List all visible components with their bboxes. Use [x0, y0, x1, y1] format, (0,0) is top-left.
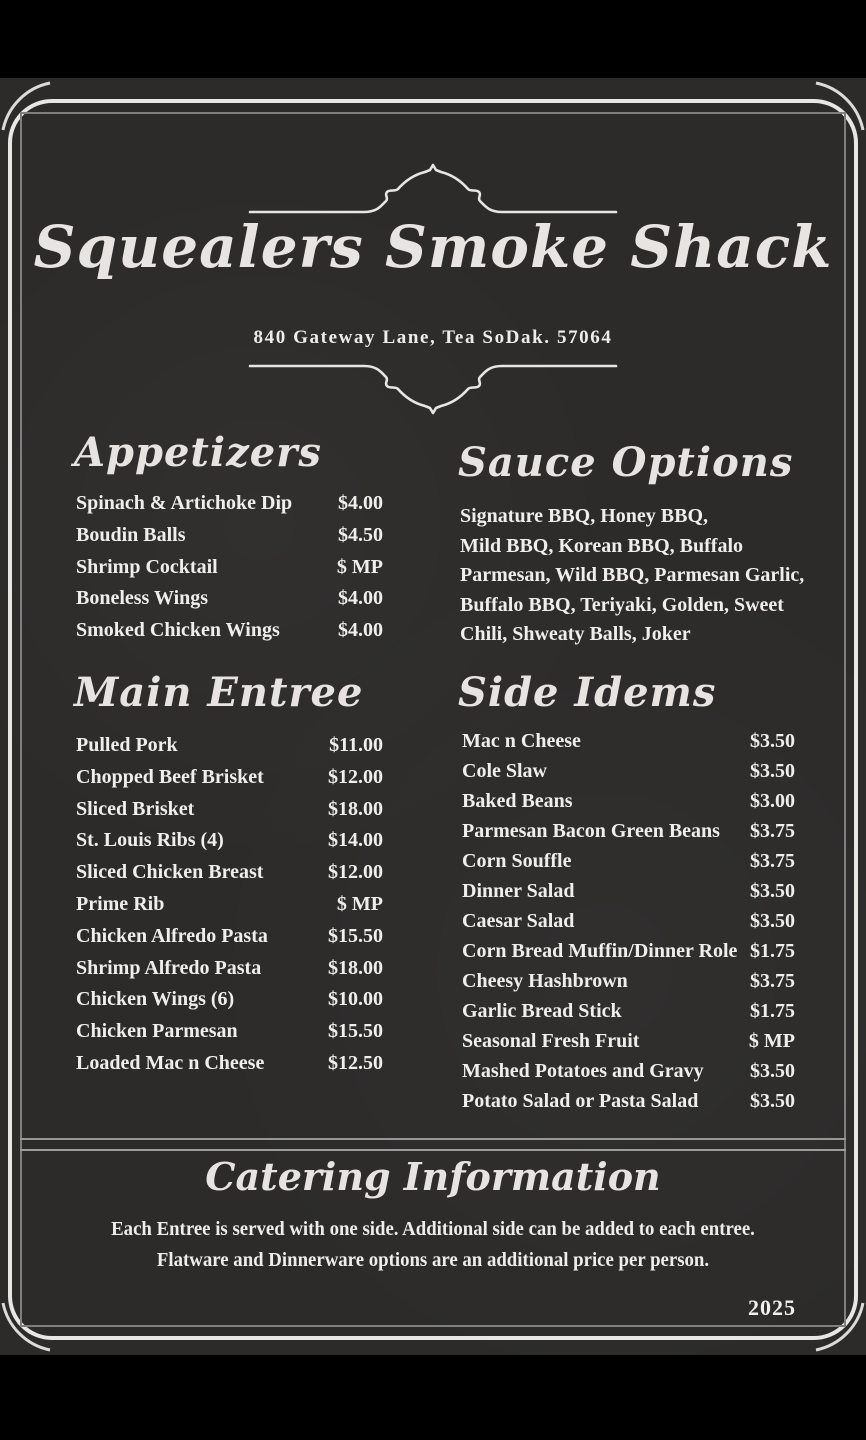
menu-item-row — [76, 798, 383, 830]
menu-item-price: $3.75 — [750, 820, 795, 842]
sauce-options-text — [460, 502, 820, 650]
menu-item-name: Caesar Salad — [462, 910, 575, 932]
menu-item-name: Cole Slaw — [462, 760, 547, 782]
sauce-options-line: Buffalo BBQ, Teriyaki, Golden, Sweet — [460, 593, 784, 616]
menu-item-price: $3.50 — [750, 1090, 795, 1112]
menu-item-row — [76, 556, 383, 588]
menu-item-row — [462, 1090, 795, 1120]
menu-item-name: Parmesan Bacon Green Beans — [462, 820, 720, 842]
side-items-list — [462, 730, 795, 1120]
menu-item-price: $3.50 — [750, 760, 795, 782]
main-entree-heading: Main Entree — [74, 669, 364, 716]
menu-item-name: Cheesy Hashbrown — [462, 970, 628, 992]
menu-item-name: Smoked Chicken Wings — [76, 619, 280, 642]
menu-item-name: Baked Beans — [462, 790, 573, 812]
menu-item-row — [76, 734, 383, 766]
menu-item-name: Boudin Balls — [76, 523, 186, 546]
menu-item-price: $18.00 — [328, 956, 383, 979]
main-entree-list — [76, 734, 383, 1084]
menu-item-name: Prime Rib — [76, 892, 165, 915]
sauce-options-line: Parmesan, Wild BBQ, Parmesan Garlic, — [460, 564, 805, 587]
menu-item-row — [462, 850, 795, 880]
menu-item-price: $3.50 — [750, 730, 795, 752]
menu-item-price: $14.00 — [328, 829, 383, 852]
menu-item-name: Sliced Brisket — [76, 797, 195, 820]
menu-item-name: Spinach & Artichoke Dip — [76, 492, 293, 514]
restaurant-address: 840 Gateway Lane, Tea SoDak. 57064 — [253, 327, 613, 348]
menu-item-name: Garlic Bread Stick — [462, 1000, 622, 1022]
catering-info-line: Each Entree is served with one side. Additional side can be added to each entree. — [111, 1218, 755, 1240]
menu-item-price: $18.00 — [328, 797, 383, 820]
menu-item-row — [462, 970, 795, 1000]
menu-item-name: Corn Souffle — [462, 850, 572, 872]
menu-item-row — [76, 524, 383, 556]
menu-item-price: $4.00 — [338, 587, 383, 610]
menu-item-row — [76, 957, 383, 989]
menu-item-row — [76, 1052, 383, 1084]
menu-item-name: Chicken Wings (6) — [76, 988, 235, 1011]
restaurant-title: Squealers Smoke Shack — [33, 213, 833, 281]
menu-item-price: $15.50 — [328, 924, 383, 947]
menu-item-name: St. Louis Ribs (4) — [76, 829, 224, 852]
menu-item-name: Seasonal Fresh Fruit — [462, 1030, 640, 1052]
menu-item-row — [462, 1000, 795, 1030]
sauce-options-line: Mild BBQ, Korean BBQ, Buffalo — [460, 534, 743, 557]
menu-item-name: Potato Salad or Pasta Salad — [462, 1090, 699, 1112]
menu-item-price: $3.75 — [750, 970, 795, 992]
menu-item-price: $4.50 — [338, 523, 383, 546]
menu-item-price: $12.00 — [328, 861, 383, 884]
corner-flourish-icon — [796, 1283, 866, 1353]
bracket-ornament-icon — [248, 162, 618, 216]
menu-item-name: Pulled Pork — [76, 734, 178, 756]
menu-item-price: $11.00 — [329, 734, 383, 756]
sauce-options-line: Chili, Shweaty Balls, Joker — [460, 623, 691, 646]
menu-item-row — [76, 988, 383, 1020]
menu-item-row — [76, 861, 383, 893]
menu-item-name: Chicken Parmesan — [76, 1020, 238, 1043]
bracket-ornament-icon — [248, 362, 618, 416]
appetizers-list — [76, 492, 383, 651]
menu-item-row — [462, 820, 795, 850]
menu-item-price: $3.00 — [750, 790, 795, 812]
catering-info-line: Flatware and Dinnerware options are an additional price per person. — [156, 1249, 710, 1271]
menu-item-row — [462, 880, 795, 910]
menu-item-row — [462, 1060, 795, 1090]
menu-year: 2025 — [748, 1295, 796, 1320]
corner-flourish-icon — [0, 1283, 70, 1353]
menu-item-name: Corn Bread Muffin/Dinner Role — [462, 940, 738, 962]
menu-item-row — [76, 925, 383, 957]
menu-item-price: $1.75 — [750, 940, 795, 962]
menu-item-row — [76, 1020, 383, 1052]
menu-item-price: $4.00 — [338, 492, 383, 514]
menu-item-row — [462, 910, 795, 940]
menu-item-row — [76, 893, 383, 925]
side-items-heading: Side Idems — [458, 669, 717, 716]
menu-item-price: $12.00 — [328, 765, 383, 788]
menu-item-name: Loaded Mac n Cheese — [76, 1051, 265, 1074]
section-divider — [20, 1138, 846, 1151]
menu-item-price: $10.00 — [328, 988, 383, 1011]
menu-item-price: $3.50 — [750, 880, 795, 902]
menu-item-row — [462, 790, 795, 820]
menu-item-price: $3.50 — [750, 910, 795, 932]
menu-item-name: Mashed Potatoes and Gravy — [462, 1060, 704, 1082]
menu-item-row — [462, 940, 795, 970]
menu-item-name: Dinner Salad — [462, 880, 575, 902]
chalkboard — [0, 78, 866, 1355]
menu-item-row — [462, 730, 795, 760]
menu-item-name: Chicken Alfredo Pasta — [76, 924, 268, 947]
menu-item-row — [76, 766, 383, 798]
menu-item-row — [76, 829, 383, 861]
menu-item-price: $4.00 — [338, 619, 383, 642]
catering-heading: Catering Information — [205, 1154, 661, 1199]
menu-item-name: Sliced Chicken Breast — [76, 861, 264, 884]
menu-item-row — [462, 760, 795, 790]
corner-flourish-icon — [0, 80, 70, 150]
menu-item-row — [76, 587, 383, 619]
menu-item-name: Chopped Beef Brisket — [76, 765, 264, 788]
menu-item-row — [462, 1030, 795, 1060]
menu-item-price: $3.50 — [750, 1060, 795, 1082]
menu-item-name: Shrimp Cocktail — [76, 555, 218, 578]
menu-item-price: $ MP — [748, 1030, 795, 1052]
menu-item-row — [76, 492, 383, 524]
appetizers-heading: Appetizers — [74, 429, 322, 476]
menu-item-price: $1.75 — [750, 1000, 795, 1022]
menu-item-name: Shrimp Alfredo Pasta — [76, 956, 262, 979]
menu-item-price: $3.75 — [750, 850, 795, 872]
menu-item-price: $ MP — [336, 555, 383, 578]
menu-item-price: $ MP — [336, 892, 383, 915]
menu-item-price: $12.50 — [328, 1051, 383, 1074]
menu-item-price: $15.50 — [328, 1020, 383, 1043]
sauce-options-line: Signature BBQ, Honey BBQ, — [460, 505, 709, 527]
sauce-options-heading: Sauce Options — [458, 439, 794, 486]
menu-item-name: Mac n Cheese — [462, 730, 581, 752]
menu-item-row — [76, 619, 383, 651]
menu-item-name: Boneless Wings — [76, 587, 209, 610]
corner-flourish-icon — [796, 80, 866, 150]
